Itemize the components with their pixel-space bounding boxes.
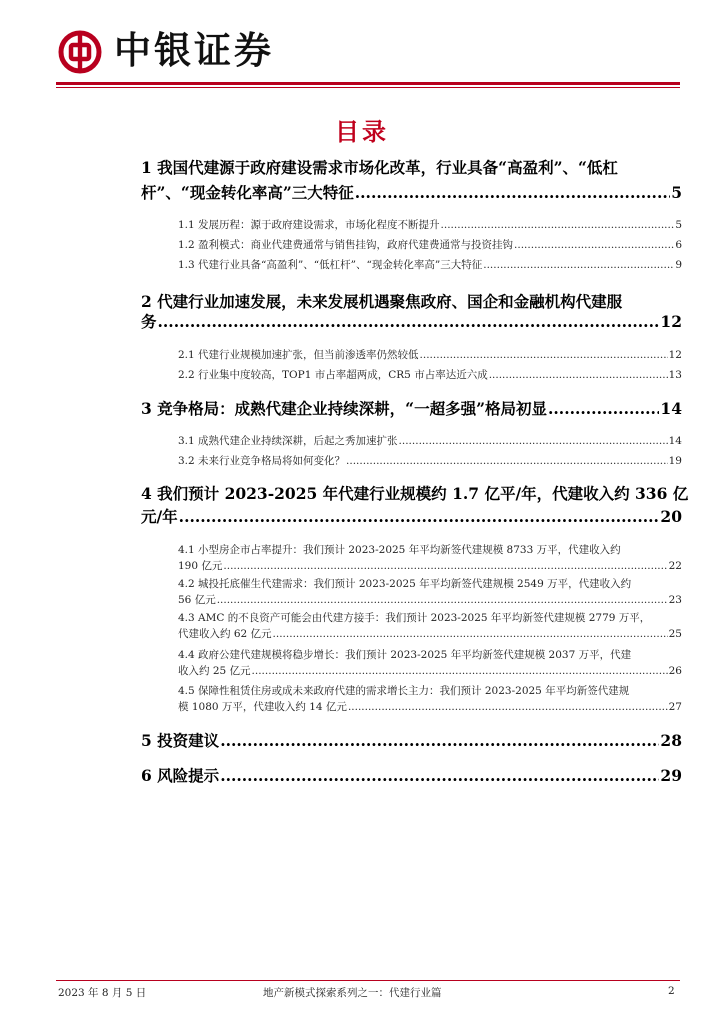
toc-subsection-title: 3.1 成熟代建企业持续深耕，后起之秀加速扩张 bbox=[178, 435, 398, 447]
toc-subsection[interactable] bbox=[178, 453, 682, 469]
toc-leader-dots bbox=[220, 765, 659, 787]
toc-page-number: 14 bbox=[668, 435, 682, 447]
toc-leader-dots bbox=[220, 730, 659, 752]
toc-page-number: 27 bbox=[668, 701, 682, 713]
toc-section-1[interactable] bbox=[141, 182, 682, 204]
toc-leader-dots bbox=[441, 217, 675, 233]
toc-section-title: 3 竞争格局：成熟代建企业持续深耕，“一超多强”格局初显 bbox=[141, 399, 548, 418]
toc-leader-dots bbox=[420, 347, 668, 363]
toc-leader-dots bbox=[217, 592, 668, 608]
toc-leader-dots bbox=[179, 506, 660, 528]
toc-subsection[interactable] bbox=[178, 217, 682, 233]
toc-subsection-title: 3.2 未来行业竞争格局将如何变化？ bbox=[178, 455, 346, 467]
toc-subsection[interactable] bbox=[178, 592, 682, 608]
toc-page-number: 12 bbox=[668, 349, 682, 361]
footer-rule bbox=[56, 980, 680, 981]
toc-subsection-line1[interactable]: 4.5 保障性租赁住房或成未来政府代建的需求增长主力：我们预计 2023-2025 年平均新签代建规 bbox=[178, 685, 630, 697]
footer-date: 2023 年 8 月 5 日 bbox=[58, 987, 147, 999]
toc-section-4-line2: 元/年 bbox=[141, 507, 178, 526]
toc-subsection-title: 2.2 行业集中度较高，TOP1 市占率超两成，CR5 市占率达近六成 bbox=[178, 369, 488, 381]
toc-section-2[interactable] bbox=[141, 311, 682, 333]
toc-page-number: 20 bbox=[660, 507, 682, 526]
toc-section-5[interactable] bbox=[141, 730, 682, 752]
toc-subsection[interactable] bbox=[178, 367, 682, 383]
toc-subsection[interactable] bbox=[178, 237, 682, 253]
toc-section-1-line2: 杆”、“现金转化率高”三大特征 bbox=[141, 183, 354, 202]
toc-page-number: 29 bbox=[660, 766, 682, 785]
brand-name: 中银证券 bbox=[114, 29, 274, 72]
toc-subsection[interactable] bbox=[178, 347, 682, 363]
toc-page-number: 12 bbox=[660, 312, 682, 331]
toc-subsection-line1[interactable]: 4.3 AMC 的不良资产可能会由代建方接手：我们预计 2023-2025 年平均新签代建规模 2779 万平， bbox=[178, 612, 651, 624]
toc-subsection-line1[interactable]: 4.2 城投托底催生代建需求：我们预计 2023-2025 年平均新签代建规模 2549 万平，代建收入约 bbox=[178, 578, 632, 590]
bank-of-china-logo-icon bbox=[58, 30, 102, 74]
toc-subsection[interactable] bbox=[178, 558, 682, 574]
toc-leader-dots bbox=[489, 367, 668, 383]
toc-leader-dots bbox=[355, 182, 670, 204]
toc-page-number: 19 bbox=[668, 455, 682, 467]
toc-section-4[interactable] bbox=[141, 506, 682, 528]
toc-leader-dots bbox=[399, 433, 668, 449]
toc-subsection-title: 2.1 代建行业规模加速扩张，但当前渗透率仍然较低 bbox=[178, 349, 419, 361]
toc-page-number: 5 bbox=[675, 219, 682, 231]
toc-subsection-title: 56 亿元 bbox=[178, 594, 216, 606]
toc-subsection[interactable] bbox=[178, 699, 682, 715]
toc-leader-dots bbox=[483, 257, 674, 273]
toc-leader-dots bbox=[514, 237, 674, 253]
toc-subsection-title: 190 亿元 bbox=[178, 560, 223, 572]
toc-title: 目录 bbox=[335, 117, 389, 146]
toc-leader-dots bbox=[252, 663, 668, 679]
header-rule-thin bbox=[56, 87, 680, 88]
toc-leader-dots bbox=[273, 626, 668, 642]
toc-subsection[interactable] bbox=[178, 257, 682, 273]
footer-series: 地产新模式探索系列之一：代建行业篇 bbox=[263, 987, 442, 999]
toc-subsection-title: 1.2 盈利模式：商业代建费通常与销售挂钩，政府代建费通常与投资挂钩 bbox=[178, 239, 514, 251]
toc-leader-dots bbox=[348, 699, 668, 715]
toc-subsection-title: 1.3 代建行业具备“高盈利”、“低杠杆”、“现金转化率高”三大特征 bbox=[178, 259, 483, 271]
toc-page-number: 28 bbox=[660, 731, 682, 750]
toc-section-title: 6 风险提示 bbox=[141, 766, 220, 785]
toc-section-1-line1[interactable]: 1 我国代建源于政府建设需求市场化改革，行业具备“高盈利”、“低杠 bbox=[141, 158, 618, 177]
toc-section-3[interactable] bbox=[141, 398, 682, 420]
toc-subsection-title: 收入约 25 亿元 bbox=[178, 665, 251, 677]
toc-section-4-line1[interactable]: 4 我们预计 2023-2025 年代建行业规模约 1.7 亿平/年，代建收入约 336 亿 bbox=[141, 484, 689, 503]
toc-page-number: 6 bbox=[675, 239, 682, 251]
toc-leader-dots bbox=[158, 311, 660, 333]
toc-section-2-line1[interactable]: 2 代建行业加速发展，未来发展机遇聚焦政府、国企和金融机构代建服 bbox=[141, 292, 623, 311]
toc-page-number: 14 bbox=[660, 399, 682, 418]
toc-leader-dots bbox=[346, 453, 668, 469]
page-header bbox=[0, 0, 724, 86]
toc-page-number: 22 bbox=[668, 560, 682, 572]
toc-section-6[interactable] bbox=[141, 765, 682, 787]
toc-subsection[interactable] bbox=[178, 663, 682, 679]
toc-page-number: 9 bbox=[675, 259, 682, 271]
toc-subsection-line1[interactable]: 4.4 政府公建代建规模将稳步增长：我们预计 2023-2025 年平均新签代建规模 2037 万平，代建 bbox=[178, 649, 632, 661]
header-rule bbox=[56, 82, 680, 85]
toc-page-number: 13 bbox=[668, 369, 682, 381]
toc-page-number: 5 bbox=[671, 183, 682, 202]
toc-subsection-line1[interactable]: 4.1 小型房企市占率提升：我们预计 2023-2025 年平均新签代建规模 8733 万平，代建收入约 bbox=[178, 544, 621, 556]
toc-subsection-title: 代建收入约 62 亿元 bbox=[178, 628, 272, 640]
toc-subsection[interactable] bbox=[178, 433, 682, 449]
toc-section-title: 5 投资建议 bbox=[141, 731, 220, 750]
toc-page-number: 26 bbox=[668, 665, 682, 677]
toc-subsection-title: 模 1080 万平，代建收入约 14 亿元 bbox=[178, 701, 347, 713]
toc-subsection[interactable] bbox=[178, 626, 682, 642]
toc-leader-dots bbox=[223, 558, 667, 574]
toc-section-2-line2: 务 bbox=[141, 312, 157, 331]
footer-page-number: 2 bbox=[668, 985, 675, 997]
toc-page-number: 23 bbox=[668, 594, 682, 606]
toc-subsection-title: 1.1 发展历程：源于政府建设需求，市场化程度不断提升 bbox=[178, 219, 440, 231]
toc-leader-dots bbox=[548, 398, 659, 420]
toc-page-number: 25 bbox=[668, 628, 682, 640]
